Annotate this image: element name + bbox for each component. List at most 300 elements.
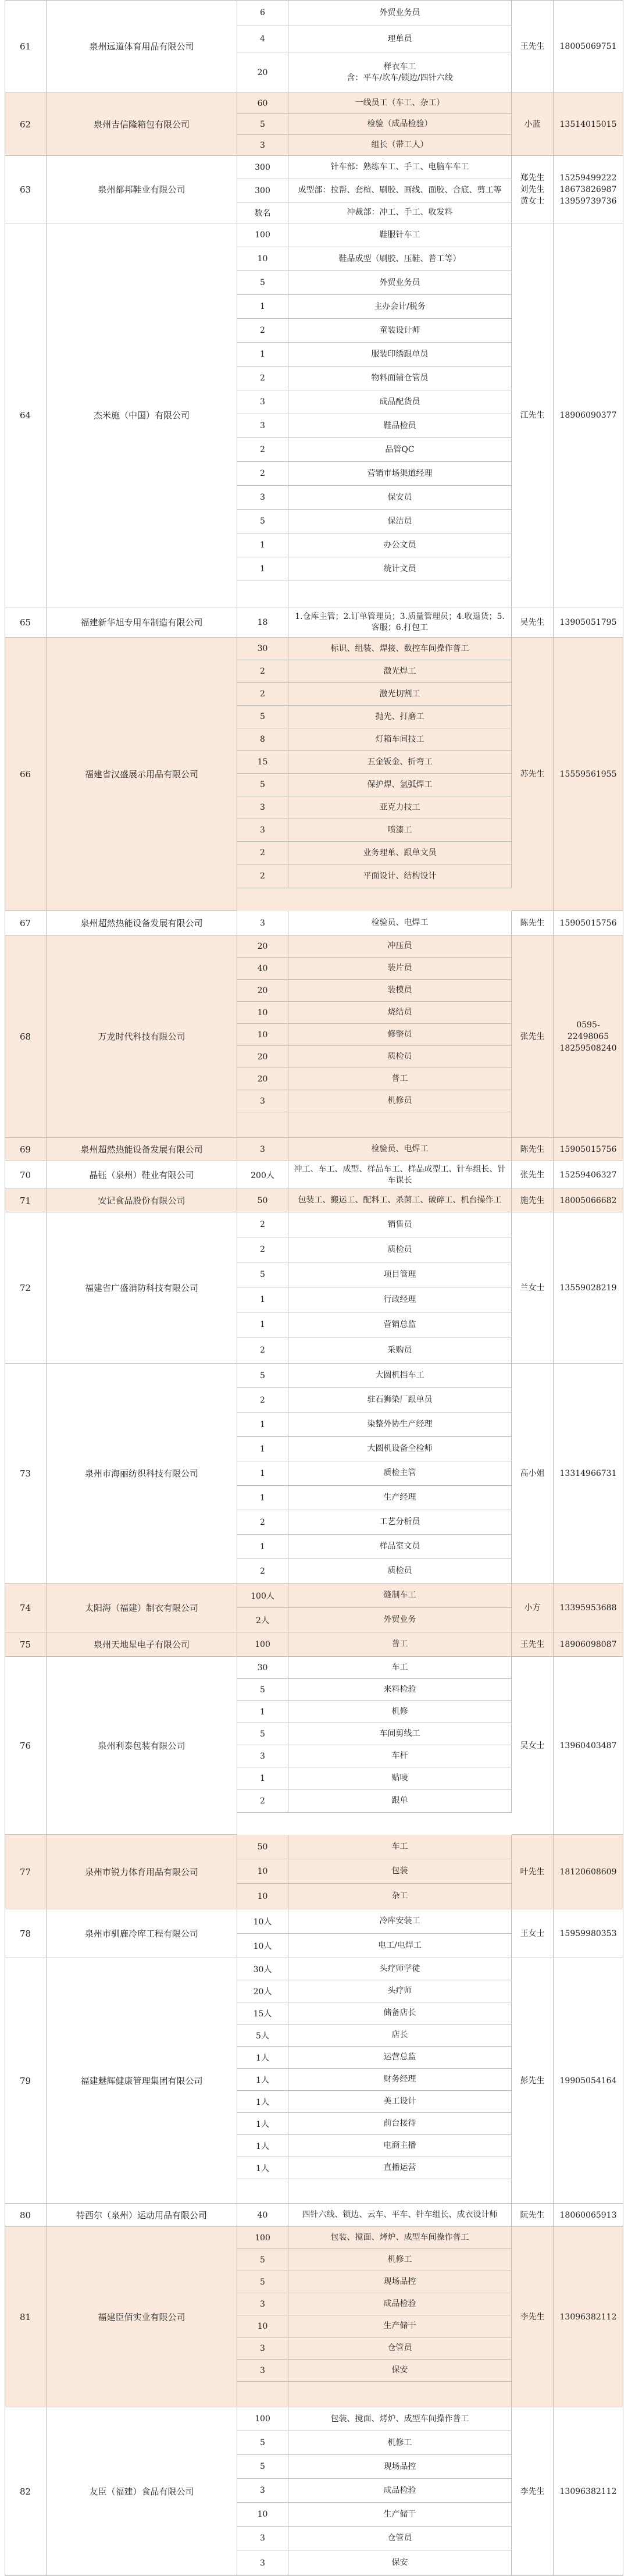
job-position: 一线员工（车工、杂工）	[288, 93, 512, 114]
headcount: 10	[237, 1002, 288, 1024]
headcount: 3	[237, 1745, 288, 1767]
contact-person: 兰女士	[512, 1212, 554, 1364]
headcount: 5	[237, 271, 288, 295]
headcount: 20人	[237, 1980, 288, 2002]
headcount: 10	[237, 247, 288, 271]
headcount: 100	[237, 2227, 288, 2249]
phone-number: 18906090377	[554, 223, 623, 607]
job-position: 品管QC	[288, 438, 512, 462]
headcount: 18	[237, 607, 288, 638]
headcount: 2	[237, 842, 288, 864]
phone-number: 15259406327	[554, 1161, 623, 1189]
headcount: 300	[237, 156, 288, 179]
job-position: 组长（带工人）	[288, 135, 512, 156]
company-group	[5, 0, 623, 93]
company-name: 泉州吉信隆箱包有限公司	[47, 93, 237, 156]
company-name: 泉州市驯鹿冷库工程有限公司	[47, 1909, 237, 1958]
headcount: 5	[237, 706, 288, 728]
job-position: 样品室文员	[288, 1535, 512, 1559]
headcount: 8	[237, 728, 288, 751]
headcount: 1人	[237, 2135, 288, 2157]
job-position: 激光焊工	[288, 660, 512, 683]
company-name: 万龙时代科技有限公司	[47, 935, 237, 1138]
contact-person: 叶先生	[512, 1835, 554, 1909]
job-position: 办公文员	[288, 533, 512, 557]
job-position: 鞋品检员	[288, 414, 512, 438]
headcount: 3	[237, 1138, 288, 1161]
job-position: 染整外协生产经理	[288, 1412, 512, 1437]
job-position: 头疗师	[288, 1980, 512, 2002]
company-group	[5, 1189, 623, 1212]
headcount: 3	[237, 2337, 288, 2360]
headcount: 5人	[237, 2024, 288, 2047]
job-position: 现场品控	[288, 2455, 512, 2479]
job-position: 修整员	[288, 1024, 512, 1046]
company-name: 泉州超然热能设备发展有限公司	[47, 911, 237, 935]
job-position: 包装、搅面、烤炉、成型车间操作普工	[288, 2407, 512, 2431]
job-position: 检验员、电焊工	[288, 1138, 512, 1161]
headcount: 5	[237, 1364, 288, 1388]
job-position: 仓管员	[288, 2527, 512, 2550]
job-position: 普工	[288, 1632, 512, 1657]
company-group	[5, 93, 623, 156]
job-position: 五金钣金、折弯工	[288, 751, 512, 774]
headcount	[237, 2382, 288, 2407]
contact-person: 张先生	[512, 935, 554, 1138]
job-position: 样衣车工 含：平车/坎车/锁边/四针六线	[288, 52, 512, 93]
job-position: 贴唛	[288, 1767, 512, 1789]
row-number: 71	[5, 1189, 47, 1212]
company-group	[5, 2227, 623, 2407]
company-group	[5, 1909, 623, 1958]
job-position: 电工/电焊工	[288, 1934, 512, 1958]
job-position: 店长	[288, 2024, 512, 2047]
contact-person: 陈先生	[512, 911, 554, 935]
headcount: 40	[237, 958, 288, 980]
job-position: 成型部：拉帮、套楦、刷胶、画线、面胶、合底、剪工等	[288, 179, 512, 202]
job-position: 冲工、车工、成型、样品车工、样品成型工、针车组长、针车课长	[288, 1161, 512, 1189]
headcount: 100	[237, 1632, 288, 1657]
company-name: 福建新华旭专用车制造有限公司	[47, 607, 237, 638]
job-position: 外贸业务	[288, 1608, 512, 1632]
company-group	[5, 1632, 623, 1657]
headcount: 60	[237, 93, 288, 114]
job-position: 机修工	[288, 2249, 512, 2271]
company-group	[5, 1958, 623, 2204]
headcount: 100	[237, 223, 288, 247]
job-position: 现场品控	[288, 2271, 512, 2293]
company-group	[5, 1161, 623, 1189]
company-name: 安记食品股份有限公司	[47, 1189, 237, 1212]
contact-person: 阮先生	[512, 2204, 554, 2227]
headcount: 2	[237, 1237, 288, 1262]
company-name: 福建魅辉健康管理集团有限公司	[47, 1958, 237, 2204]
contact-person: 高小姐	[512, 1364, 554, 1584]
headcount: 2	[237, 438, 288, 462]
job-position: 装模员	[288, 980, 512, 1002]
job-position: 销售员	[288, 1212, 512, 1237]
headcount: 1	[237, 1461, 288, 1486]
row-number: 70	[5, 1161, 47, 1189]
phone-number: 15959980353	[554, 1909, 623, 1958]
job-position: 普工	[288, 1068, 512, 1090]
row-number: 82	[5, 2407, 47, 2576]
headcount: 5	[237, 2431, 288, 2455]
job-position: 大圆机设备全检师	[288, 1437, 512, 1461]
headcount: 1	[237, 1486, 288, 1510]
headcount: 30人	[237, 1958, 288, 1980]
job-position: 车工	[288, 1657, 512, 1679]
headcount: 2	[237, 462, 288, 486]
headcount: 4	[237, 26, 288, 52]
headcount: 6	[237, 0, 288, 26]
company-name: 泉州市海丽纺织科技有限公司	[47, 1364, 237, 1584]
headcount: 1人	[237, 2069, 288, 2091]
job-position: 质检员	[288, 1046, 512, 1068]
headcount: 5	[237, 510, 288, 533]
row-number: 73	[5, 1364, 47, 1584]
job-position: 质检主管	[288, 1461, 512, 1486]
headcount: 20	[237, 52, 288, 93]
row-number: 63	[5, 156, 47, 223]
job-position: 保安员	[288, 486, 512, 510]
headcount: 10	[237, 1024, 288, 1046]
job-position: 机修工	[288, 2431, 512, 2455]
row-number: 75	[5, 1632, 47, 1657]
company-name: 晶钰（泉州）鞋业有限公司	[47, 1161, 237, 1189]
headcount: 300	[237, 179, 288, 202]
headcount: 3	[237, 2527, 288, 2550]
headcount: 50	[237, 1189, 288, 1212]
phone-number: 15905015756	[554, 911, 623, 935]
job-position: 成品配货员	[288, 390, 512, 414]
company-group	[5, 638, 623, 911]
headcount: 2	[237, 367, 288, 390]
contact-person: 王先生	[512, 1632, 554, 1657]
phone-number: 13096382112	[554, 2407, 623, 2576]
headcount: 1	[237, 1535, 288, 1559]
company-group	[5, 1364, 623, 1584]
job-position: 1.仓库主管；2.订单管理员；3.质量管理员；4.收退货；5.客服；6.打包工	[288, 607, 512, 638]
job-position: 冲裁部：冲工、手工、收发料	[288, 202, 512, 223]
job-position: 主办会计/税务	[288, 295, 512, 319]
job-position: 四针六线、锁边、云车、平车、针车组长、成衣设计师	[288, 2204, 512, 2227]
company-group	[5, 607, 623, 638]
company-group	[5, 223, 623, 607]
contact-person: 吴女士	[512, 1657, 554, 1835]
job-position: 理单员	[288, 26, 512, 52]
job-position: 生产经理	[288, 1486, 512, 1510]
headcount: 3	[237, 819, 288, 842]
job-position	[288, 2179, 512, 2204]
row-number: 77	[5, 1835, 47, 1909]
job-position: 保护焊、氩弧焊工	[288, 774, 512, 796]
job-position: 质检员	[288, 1559, 512, 1584]
headcount: 1	[237, 295, 288, 319]
company-group	[5, 156, 623, 223]
headcount: 2	[237, 1559, 288, 1584]
company-name: 泉州都邦鞋业有限公司	[47, 156, 237, 223]
company-name: 福建臣佰实业有限公司	[47, 2227, 237, 2407]
job-position: 外贸业务员	[288, 0, 512, 26]
company-group	[5, 935, 623, 1138]
job-position: 头疗师学徒	[288, 1958, 512, 1980]
job-position: 鞋服针车工	[288, 223, 512, 247]
row-number: 72	[5, 1212, 47, 1364]
headcount: 1	[237, 343, 288, 367]
headcount: 1人	[237, 2091, 288, 2113]
headcount: 3	[237, 135, 288, 156]
headcount: 15	[237, 751, 288, 774]
job-position: 储备店长	[288, 2002, 512, 2024]
row-number: 69	[5, 1138, 47, 1161]
job-position: 采购员	[288, 1337, 512, 1364]
headcount: 1	[237, 533, 288, 557]
headcount: 2	[237, 319, 288, 343]
headcount: 10人	[237, 1909, 288, 1934]
headcount: 1	[237, 1287, 288, 1312]
job-position: 业务理单、跟单文员	[288, 842, 512, 864]
headcount: 2	[237, 660, 288, 683]
row-number: 64	[5, 223, 47, 607]
row-number: 67	[5, 911, 47, 935]
job-position: 生产储干	[288, 2315, 512, 2337]
headcount: 5	[237, 774, 288, 796]
job-position: 标识、组装、焊接、数控车间操作普工	[288, 638, 512, 660]
phone-number: 18060065913	[554, 2204, 623, 2227]
job-position: 冲压员	[288, 935, 512, 958]
headcount: 2	[237, 1337, 288, 1364]
headcount: 2	[237, 864, 288, 888]
job-position: 车杆	[288, 1745, 512, 1767]
headcount: 1人	[237, 2113, 288, 2135]
company-group	[5, 1138, 623, 1161]
job-position: 冷库安装工	[288, 1909, 512, 1934]
job-position: 工艺分析员	[288, 1510, 512, 1535]
headcount: 20	[237, 1046, 288, 1068]
row-number: 78	[5, 1909, 47, 1958]
company-group	[5, 1212, 623, 1364]
contact-person: 郑先生 刘先生 黄女士	[512, 156, 554, 223]
job-position: 物料面辅仓管员	[288, 367, 512, 390]
job-position: 质检员	[288, 1237, 512, 1262]
headcount: 50	[237, 1835, 288, 1859]
job-position: 激光切割工	[288, 683, 512, 706]
row-number: 66	[5, 638, 47, 911]
contact-person: 李先生	[512, 2407, 554, 2576]
headcount: 1	[237, 1437, 288, 1461]
headcount: 40	[237, 2204, 288, 2227]
headcount: 数名	[237, 202, 288, 223]
headcount: 3	[237, 2360, 288, 2382]
job-position: 检验员、电焊工	[288, 911, 512, 935]
job-position: 鞋品成型（刷胶、压鞋、普工等）	[288, 247, 512, 271]
job-position: 保安	[288, 2360, 512, 2382]
job-position: 营销总监	[288, 1312, 512, 1337]
job-position: 机修员	[288, 1090, 512, 1112]
company-name: 友臣（福建）食品有限公司	[47, 2407, 237, 2576]
job-position: 童装设计师	[288, 319, 512, 343]
headcount: 5	[237, 1679, 288, 1701]
phone-number: 13960403487	[554, 1657, 623, 1835]
job-position: 包装工、搬运工、配料工、杀菌工、破碎工、机台操作工	[288, 1189, 512, 1212]
headcount: 20	[237, 980, 288, 1002]
job-position: 装片员	[288, 958, 512, 980]
headcount: 2	[237, 1212, 288, 1237]
headcount: 100人	[237, 1584, 288, 1608]
company-name: 泉州利泰包装有限公司	[47, 1657, 237, 1835]
headcount: 10	[237, 1884, 288, 1909]
phone-number: 13905051795	[554, 607, 623, 638]
job-position: 保安	[288, 2550, 512, 2576]
phone-number: 15259499222 18673826987 13959739736	[554, 156, 623, 223]
contact-person: 江先生	[512, 223, 554, 607]
company-group	[5, 1584, 623, 1632]
phone-number: 18120608609	[554, 1835, 623, 1909]
job-position: 机修	[288, 1701, 512, 1723]
job-position: 车间剪线工	[288, 1723, 512, 1745]
headcount: 3	[237, 2479, 288, 2503]
phone-number: 13314966731	[554, 1364, 623, 1584]
job-position: 行政经理	[288, 1287, 512, 1312]
headcount: 1	[237, 1701, 288, 1723]
headcount: 10	[237, 1859, 288, 1884]
company-name: 特西尔（泉州）运动用品有限公司	[47, 2204, 237, 2227]
job-position: 成品检验	[288, 2479, 512, 2503]
job-position: 保洁员	[288, 510, 512, 533]
contact-person: 施先生	[512, 1189, 554, 1212]
headcount: 10人	[237, 1934, 288, 1958]
headcount: 2	[237, 683, 288, 706]
row-number: 74	[5, 1584, 47, 1632]
phone-number: 13395953688	[554, 1584, 623, 1632]
job-position: 检验（成品检验）	[288, 114, 512, 135]
job-position: 喷漆工	[288, 819, 512, 842]
job-position: 包装	[288, 1859, 512, 1884]
headcount: 5	[237, 2271, 288, 2293]
contact-person: 小蓝	[512, 93, 554, 156]
job-position: 前台接待	[288, 2113, 512, 2135]
company-name: 杰米施（中国）有限公司	[47, 223, 237, 607]
row-number: 62	[5, 93, 47, 156]
job-position: 驻石狮染厂跟单员	[288, 1388, 512, 1412]
phone-number: 13514015015	[554, 93, 623, 156]
headcount: 1	[237, 1767, 288, 1789]
row-number: 81	[5, 2227, 47, 2407]
contact-person: 陈先生	[512, 1138, 554, 1161]
company-name: 泉州远道体育用品有限公司	[47, 0, 237, 93]
job-position: 电商主播	[288, 2135, 512, 2157]
job-position	[288, 2382, 512, 2407]
company-name: 泉州市锐力体育用品有限公司	[47, 1835, 237, 1909]
job-position: 美工设计	[288, 2091, 512, 2113]
job-position: 亚克力技工	[288, 796, 512, 819]
headcount: 1	[237, 1412, 288, 1437]
headcount: 1	[237, 557, 288, 581]
job-position: 大圆机挡车工	[288, 1364, 512, 1388]
job-position: 直播运营	[288, 2157, 512, 2179]
phone-number: 18906098087	[554, 1632, 623, 1657]
headcount: 15人	[237, 2002, 288, 2024]
row-number: 65	[5, 607, 47, 638]
job-position: 生产储干	[288, 2503, 512, 2527]
job-position: 烧结员	[288, 1002, 512, 1024]
contact-person: 苏先生	[512, 638, 554, 911]
contact-person: 王先生	[512, 0, 554, 93]
headcount: 1	[237, 1312, 288, 1337]
headcount: 100	[237, 2407, 288, 2431]
headcount: 3	[237, 390, 288, 414]
contact-person: 王女士	[512, 1909, 554, 1958]
company-group	[5, 2204, 623, 2227]
phone-number: 15905015756	[554, 1138, 623, 1161]
row-number: 79	[5, 1958, 47, 2204]
job-position: 平面设计、结构设计	[288, 864, 512, 888]
headcount: 2	[237, 1388, 288, 1412]
row-number: 80	[5, 2204, 47, 2227]
company-group	[5, 1657, 623, 1835]
company-group	[5, 2407, 623, 2576]
headcount: 1人	[237, 2047, 288, 2069]
headcount: 10	[237, 2315, 288, 2337]
job-position: 成品检验	[288, 2293, 512, 2315]
contact-person: 小方	[512, 1584, 554, 1632]
job-position: 统计文员	[288, 557, 512, 581]
headcount: 5	[237, 1723, 288, 1745]
company-name: 泉州超然热能设备发展有限公司	[47, 1138, 237, 1161]
headcount: 3	[237, 486, 288, 510]
phone-number: 18005069751	[554, 0, 623, 93]
headcount: 3	[237, 414, 288, 438]
phone-number: 15559561955	[554, 638, 623, 911]
row-number: 61	[5, 0, 47, 93]
headcount	[237, 2179, 288, 2204]
company-group	[5, 911, 623, 935]
company-group	[5, 1835, 623, 1909]
job-position: 来料检验	[288, 1679, 512, 1701]
phone-number: 13096382112	[554, 2227, 623, 2407]
company-name: 太阳海（福建）制衣有限公司	[47, 1584, 237, 1632]
row-number: 68	[5, 935, 47, 1138]
job-position: 跟单	[288, 1789, 512, 1813]
job-position	[288, 1112, 512, 1138]
headcount: 20	[237, 1068, 288, 1090]
job-position: 财务经理	[288, 2069, 512, 2091]
headcount: 5	[237, 2249, 288, 2271]
headcount: 3	[237, 1090, 288, 1112]
headcount: 5	[237, 2455, 288, 2479]
company-name: 福建省汉盛展示用品有限公司	[47, 638, 237, 911]
headcount: 200人	[237, 1161, 288, 1189]
headcount: 5	[237, 114, 288, 135]
job-position: 针车部：熟练车工、手工、电脑车车工	[288, 156, 512, 179]
headcount: 20	[237, 935, 288, 958]
headcount	[237, 581, 288, 607]
contact-person: 张先生	[512, 1161, 554, 1189]
job-position: 抛光、打磨工	[288, 706, 512, 728]
job-position: 缝制车工	[288, 1584, 512, 1608]
headcount: 5	[237, 1262, 288, 1287]
job-position: 项目管理	[288, 1262, 512, 1287]
contact-person: 李先生	[512, 2227, 554, 2407]
phone-number: 19905054164	[554, 1958, 623, 2204]
headcount: 30	[237, 1657, 288, 1679]
company-name: 泉州天地星电子有限公司	[47, 1632, 237, 1657]
headcount: 1人	[237, 2157, 288, 2179]
headcount	[237, 1112, 288, 1138]
phone-number: 0595- 22498065 18259508240	[554, 935, 623, 1138]
job-position: 仓管员	[288, 2337, 512, 2360]
